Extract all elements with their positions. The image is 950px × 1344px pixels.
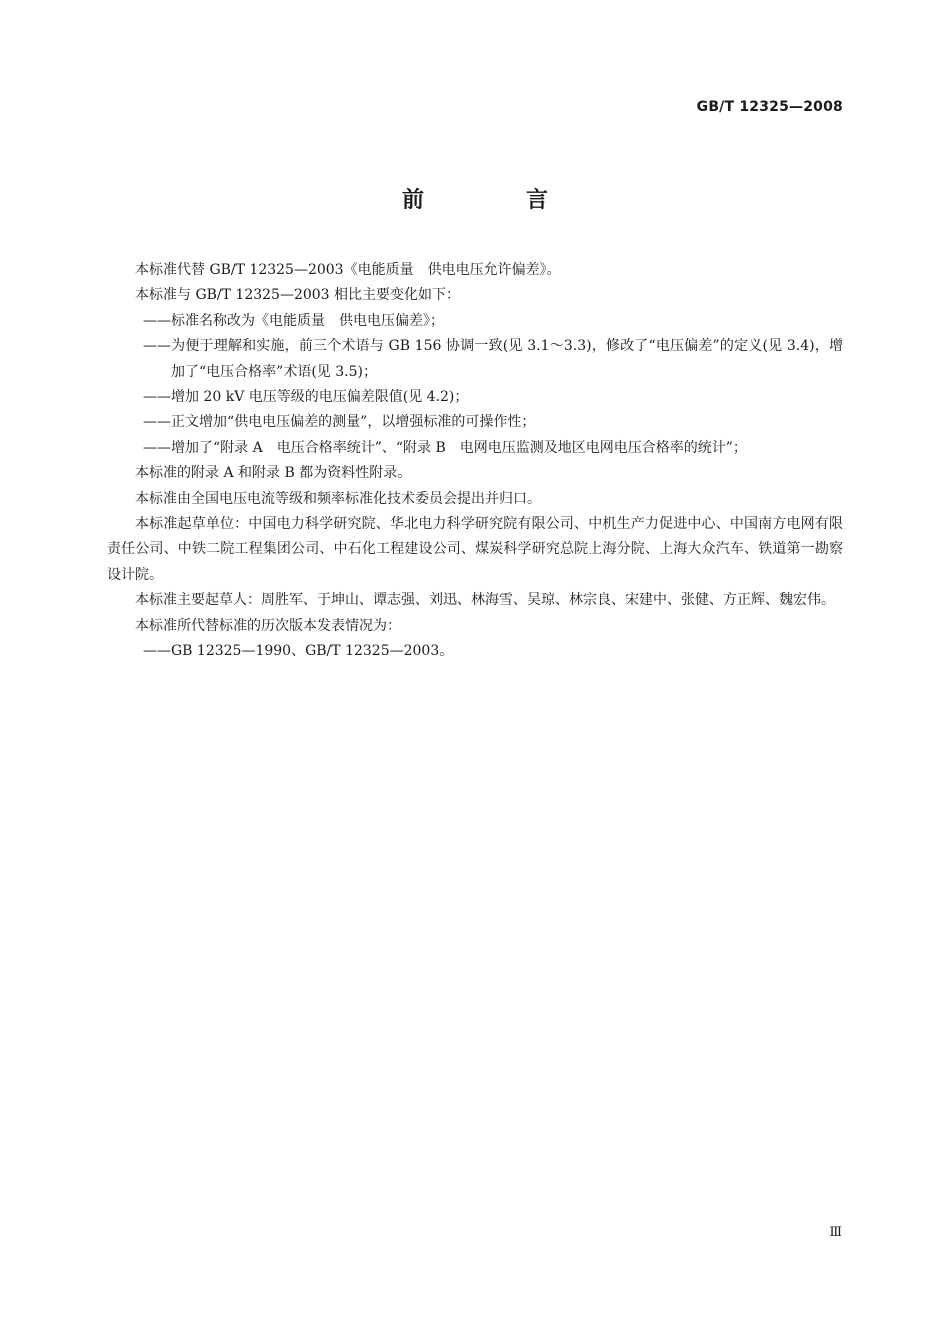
standard-code: GB/T 12325—2008 xyxy=(696,99,843,115)
history-item: ——GB 12325—1990、GB/T 12325—2003。 xyxy=(143,643,454,660)
paragraph-drafters: 本标准主要起草人：周胜军、于坤山、谭志强、刘迅、林海雪、吴琼、林宗良、宋建中、张健、方正辉、魏宏伟。 xyxy=(135,592,835,609)
change-item: ——增加了“附录 A 电压合格率统计”、“附录 B 电网电压监测及地区电网电压合格率的统计”； xyxy=(143,439,747,456)
page-number: Ⅲ xyxy=(829,1225,842,1240)
paragraph-appendix: 本标准的附录 A 和附录 B 都为资料性附录。 xyxy=(135,465,412,482)
paragraph-replaces: 本标准代替 GB/T 12325—2003《电能质量 供电电压允许偏差》。 xyxy=(135,262,561,278)
paragraph-proposer: 本标准由全国电压电流等级和频率标准化技术委员会提出并归口。 xyxy=(135,490,541,507)
foreword-body xyxy=(107,258,843,665)
change-item: ——为便于理解和实施，前三个术语与 GB 156 协调一致(见 3.1～3.3)，修改了“电压偏差”的定义(见 3.4)，增加了“电压合格率”术语(见 3.5)； xyxy=(143,338,843,380)
paragraph-drafting-units: 本标准起草单位：中国电力科学研究院、华北电力科学研究院有限公司、中机生产力促进中心、中国南方电网有限责任公司、中铁二院工程集团公司、中石化工程建设公司、煤炭科学研究总院上海分院、上海大众汽车、铁道第一勘察设计院。 xyxy=(107,516,843,583)
change-item: ——增加 20 kV 电压等级的电压偏差限值(见 4.2)； xyxy=(143,389,469,406)
change-item: ——标准名称改为《电能质量 供电电压偏差》； xyxy=(143,312,444,329)
paragraph-history-intro: 本标准所代替标准的历次版本发表情况为： xyxy=(135,617,401,634)
page-title: 前 言 xyxy=(401,188,588,213)
change-item: ——正文增加“供电电压偏差的测量”，以增强标准的可操作性； xyxy=(143,414,536,431)
paragraph-changes-intro: 本标准与 GB/T 12325—2003 相比主要变化如下： xyxy=(135,287,461,304)
